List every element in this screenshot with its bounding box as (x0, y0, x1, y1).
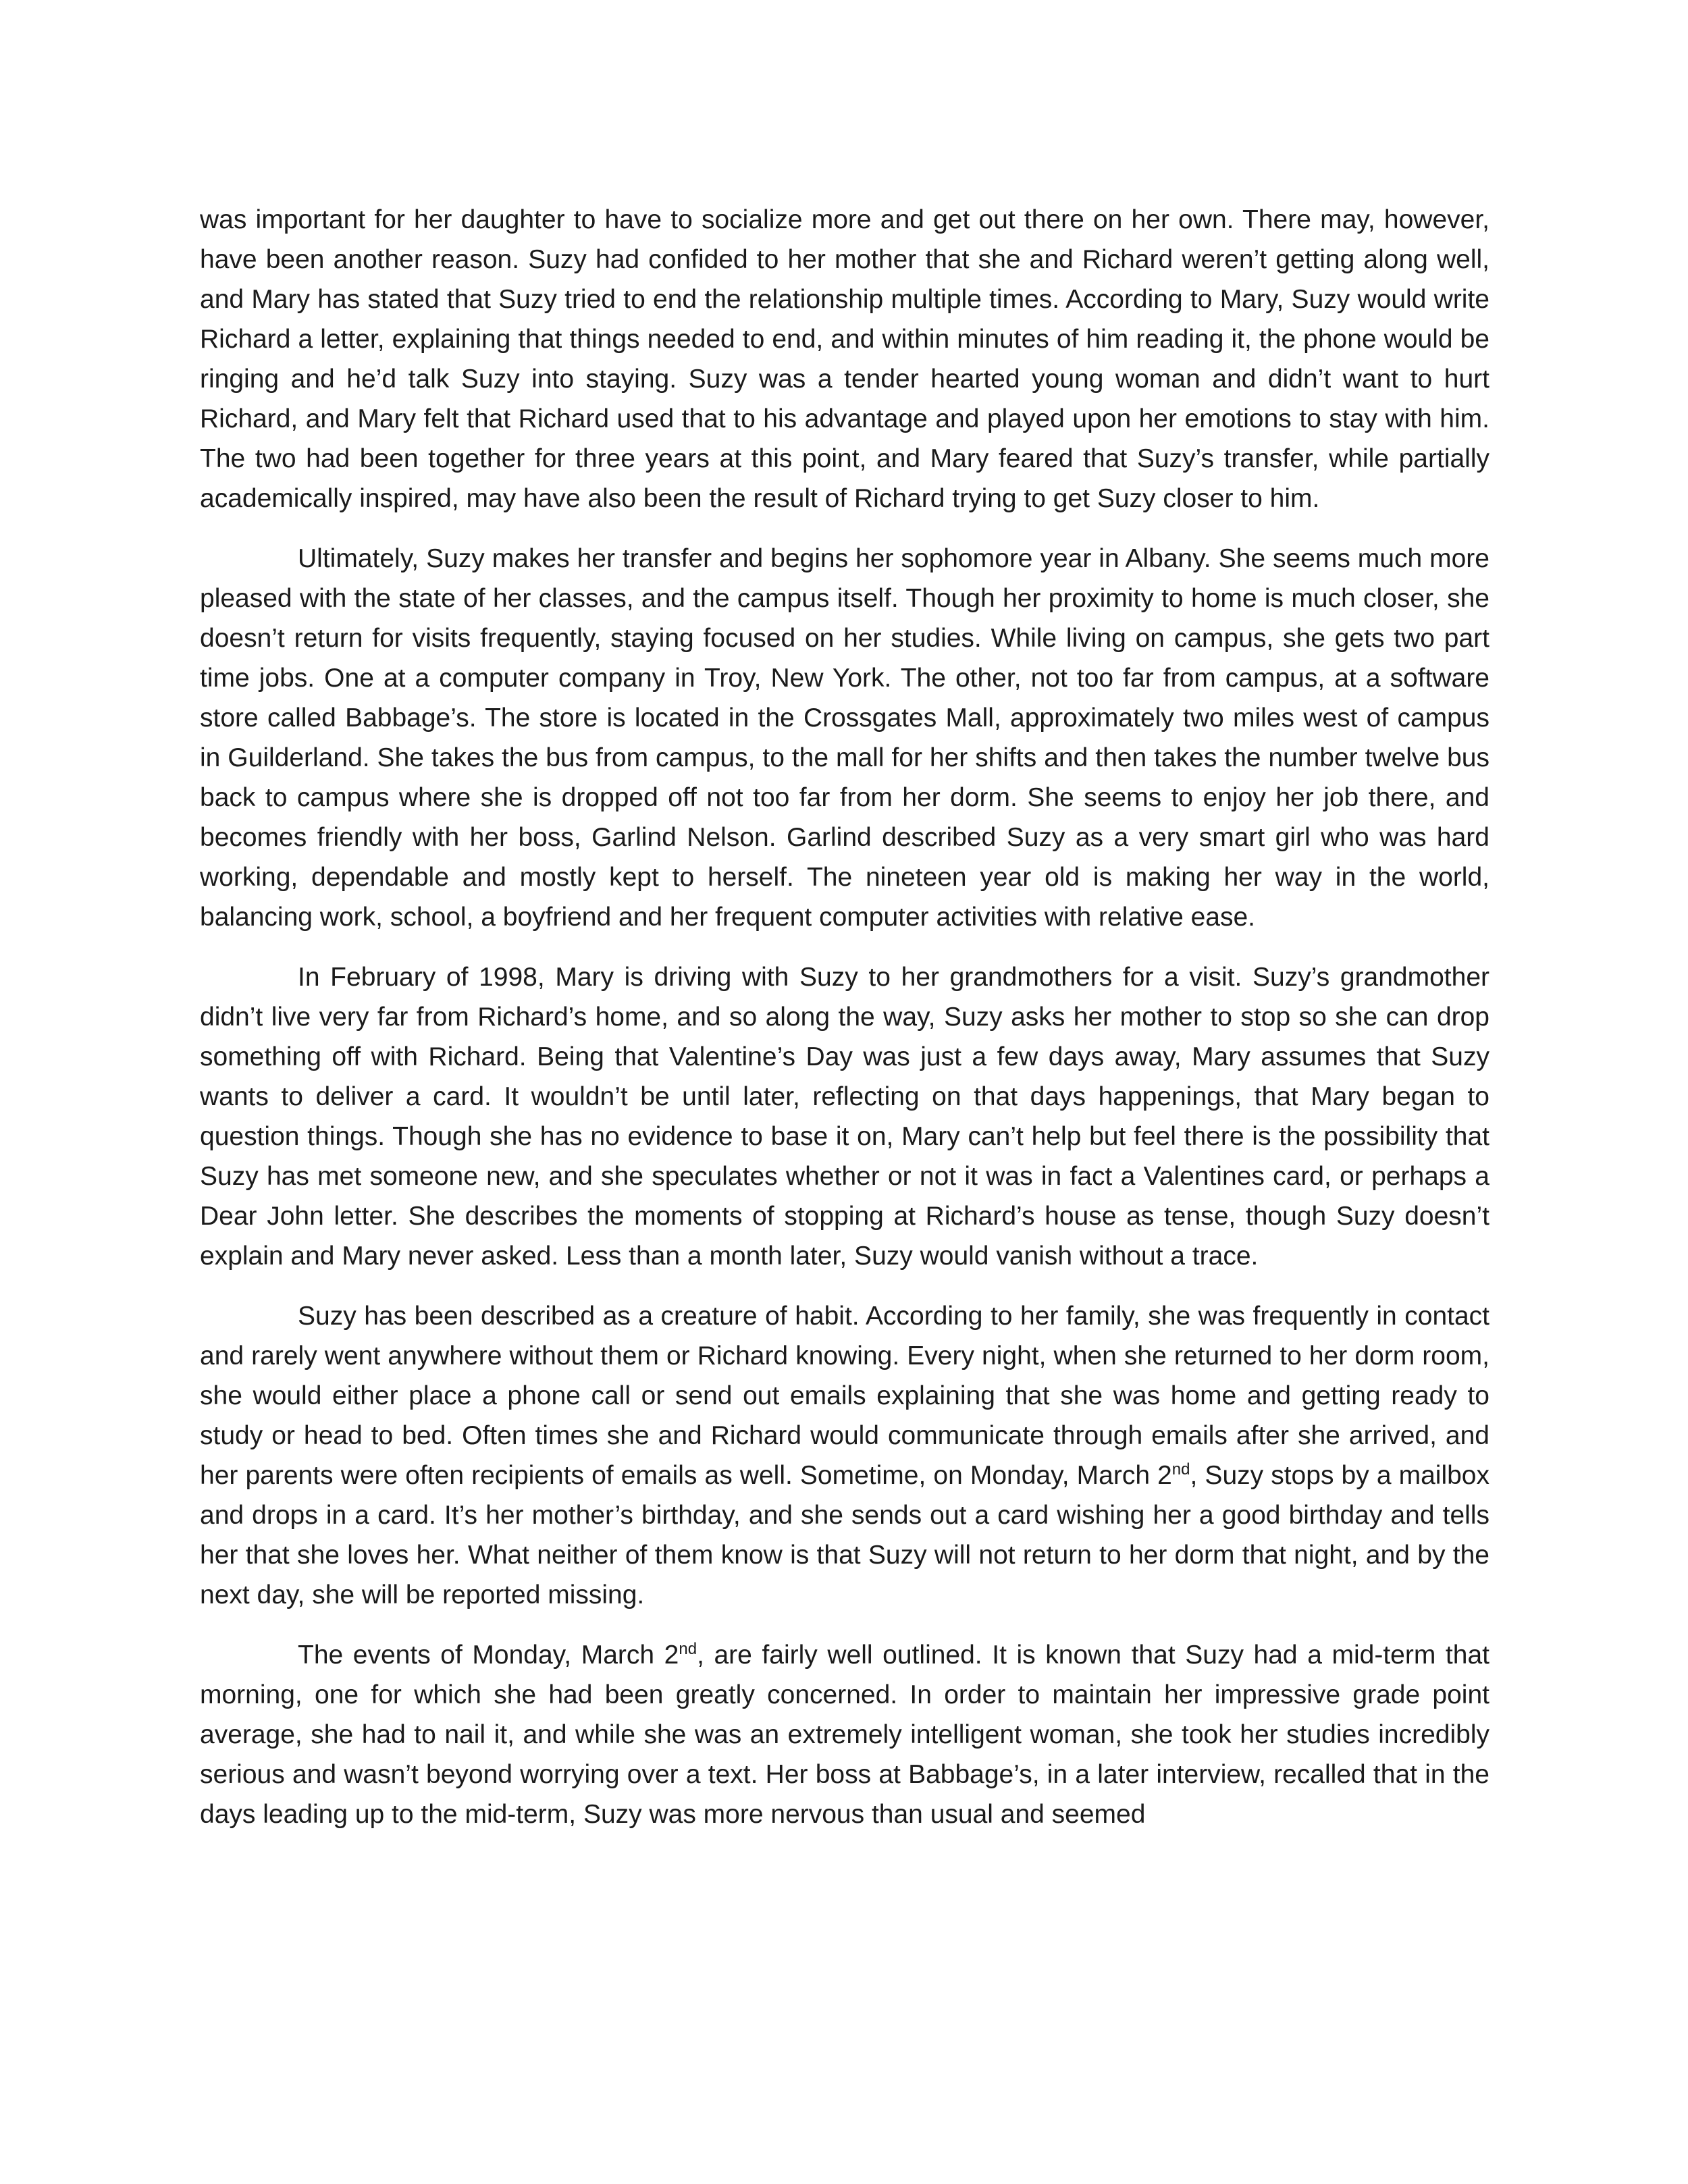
paragraph-4 (200, 1296, 1489, 1615)
paragraph-text: , are fairly well outlined. It is known that Suzy had a mid-term that morning, one for which she had been greatly concerned. In order to maintain her impressive grade point average, she had to nail it, and while she was an extremely intelligent woman, she took her studies incredibly serious and wasn’t beyond worrying over a text. Her boss at Babbage’s, in a later interview, recalled that in the days leading up to the mid-term, Suzy was more nervous than usual and seemed (200, 1641, 1489, 1829)
paragraph-text: The events of Monday, March 2 (298, 1641, 679, 1670)
paragraph-1 (200, 200, 1489, 518)
paragraph-text: Ultimately, Suzy makes her transfer and begins her sophomore year in Albany. She seems much more pleased with the state of her classes, and the campus itself. Though her proximity to home is much closer, she doesn’t return for visits frequently, staying focused on her studies. While living on campus, she gets two part time jobs. One at a computer company in Troy, New York. The other, not too far from campus, at a software store called Babbage’s. The store is located in the Crossgates Mall, approximately two miles west of campus in Guilderland. She takes the bus from campus, to the mall for her shifts and then takes the number twelve bus back to campus where she is dropped off not too far from her dorm. She seems to enjoy her job there, and becomes friendly with her boss, Garlind Nelson. Garlind described Suzy as a very smart girl who was hard working, dependable and mostly kept to herself. The nineteen year old is making her way in the world, balancing work, school, a boyfriend and her frequent computer activities with relative ease. (200, 544, 1489, 932)
paragraph-5 (200, 1635, 1489, 1834)
paragraph-text: In February of 1998, Mary is driving with Suzy to her grandmothers for a visit. Suzy’s grandmother didn’t live very far from Richard’s home, and so along the way, Suzy asks her mother to stop so she can drop something off with Richard. Being that Valentine’s Day was just a few days away, Mary assumes that Suzy wants to deliver a card. It wouldn’t be until later, reflecting on that days happenings, that Mary began to question things. Though she has no evidence to base it on, Mary can’t help but feel there is the possibility that Suzy has met someone new, and she speculates whether or not it was in fact a Valentines card, or perhaps a Dear John letter. She describes the moments of stopping at Richard’s house as tense, though Suzy doesn’t explain and Mary never asked. Less than a month later, Suzy would vanish without a trace. (200, 963, 1489, 1271)
body-text (200, 200, 1489, 1855)
ordinal-suffix: nd (679, 1640, 697, 1658)
paragraph-2 (200, 539, 1489, 937)
ordinal-suffix: nd (1171, 1460, 1190, 1479)
paragraph-text: Suzy has been described as a creature of habit. According to her family, she was frequently in contact and rarely went anywhere without them or Richard knowing. Every night, when she returned to her dorm room, she would either place a phone call or send out emails explaining that she was home and getting ready to study or head to bed. Often times she and Richard would communicate through emails after she arrived, and her parents were often recipients of emails as well. Sometime, on Monday, March 2 (200, 1302, 1489, 1490)
paragraph-3 (200, 957, 1489, 1276)
paragraph-text: , Suzy stops by a mailbox and drops in a card. It’s her mother’s birthday, and she sends out a card wishing her a good birthday and tells her that she loves her. What neither of them know is that Suzy will not return to her dorm that night, and by the next day, she will be reported missing. (200, 1461, 1489, 1609)
paragraph-text: was important for her daughter to have to socialize more and get out there on her own. There may, however, have been another reason. Suzy had confided to her mother that she and Richard weren’t getting along well, and Mary has stated that Suzy tried to end the relationship multiple times. According to Mary, Suzy would write Richard a letter, explaining that things needed to end, and within minutes of him reading it, the phone would be ringing and he’d talk Suzy into staying. Suzy was a tender hearted young woman and didn’t want to hurt Richard, and Mary felt that Richard used that to his advantage and played upon her emotions to stay with him. The two had been together for three years at this point, and Mary feared that Suzy’s transfer, while partially academically inspired, may have also been the result of Richard trying to get Suzy closer to him. (200, 205, 1489, 513)
